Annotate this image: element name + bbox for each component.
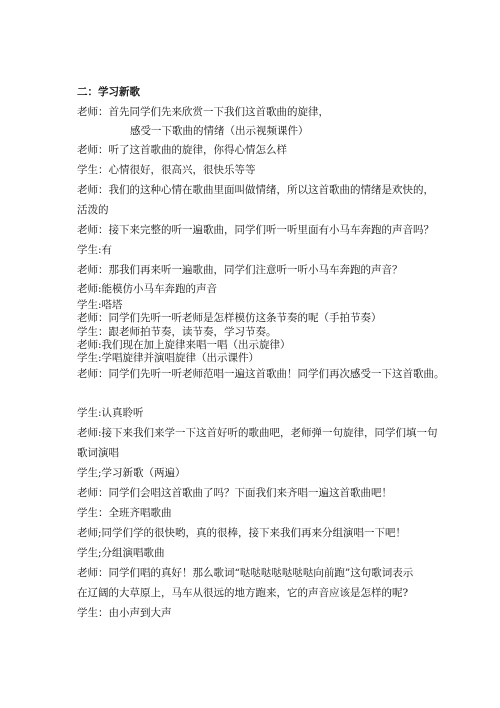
text-line: 歌词演唱: [77, 447, 119, 459]
text-line: 老师：同学们先听一听老师是怎样模仿这条节奏的呢（手拍节奏）: [77, 312, 382, 324]
text-line: 老师:能模仿小马车奔跑的声音: [77, 283, 218, 295]
text-line: 老师：同学们唱的真好！那么歌词“哒哒哒哒哒哒哒向前跑”这句歌词表示: [77, 567, 414, 579]
text-line: 老师：我们的这种心情在歌曲里面叫做情绪，所以这首歌曲的情绪是欢快的，: [77, 184, 434, 196]
text-line: 老师：首先同学们先来欣赏一下我们这首歌曲的旋律，: [77, 106, 329, 118]
text-line: 学生;学习新歌（两遍）: [77, 467, 186, 479]
text-line: 学生：心情很好，很高兴，很快乐等等: [77, 164, 256, 176]
text-line: 学生:认真聆听: [77, 407, 144, 419]
text-line: 老师：同学们会唱这首歌曲了吗？下面我们来齐唱一遍这首歌曲吧！: [77, 487, 392, 499]
text-line: 学生：跟老师拍节奏，读节奏，学习节奏。: [77, 326, 277, 338]
text-line: 学生;分组演唱歌曲: [77, 547, 165, 559]
text-line: 学生:学唱旋律并演唱旋律（出示课件）: [77, 352, 260, 364]
text-line: 老师：接下来完整的听一遍歌曲，同学们听一听里面有小马车奔跑的声音吗？: [77, 224, 434, 236]
text-line: 老师：听了这首歌曲的旋律，你得心情怎么样: [77, 144, 287, 156]
text-line: 老师:我们现在加上旋律来唱一唱（出示旋律）: [77, 339, 291, 351]
text-line: 学生：由小声到大声: [77, 607, 172, 619]
text-line: 老师：同学们先听一听老师范唱一遍这首歌曲！同学们再次感受一下这首歌曲。: [77, 368, 445, 380]
text-line: 学生：全班齐唱歌曲: [77, 507, 172, 519]
text-line: 学生:有: [77, 244, 113, 256]
text-line: 老师;同学们学的很快哟，真的很棒，接下来我们再来分组演唱一下吧！: [77, 527, 407, 539]
text-line: 老师：那我们再来听一遍歌曲，同学们注意听一听小马车奔跑的声音？: [77, 264, 403, 276]
text-line: 学生:嗒塔: [77, 299, 123, 311]
text-line: 感受一下歌曲的情绪（出示视频课件）: [130, 125, 309, 137]
section-title: 二：学习新歌: [77, 86, 140, 98]
text-line: 在辽阔的大草原上，马车从很远的地方跑来，它的声音应该是怎样的呢?: [77, 587, 409, 599]
text-line: 活泼的: [77, 204, 109, 216]
text-line: 老师:接下来我们来学一下这首好听的歌曲吧，老师弹一句旋律，同学们填一句: [77, 427, 438, 439]
